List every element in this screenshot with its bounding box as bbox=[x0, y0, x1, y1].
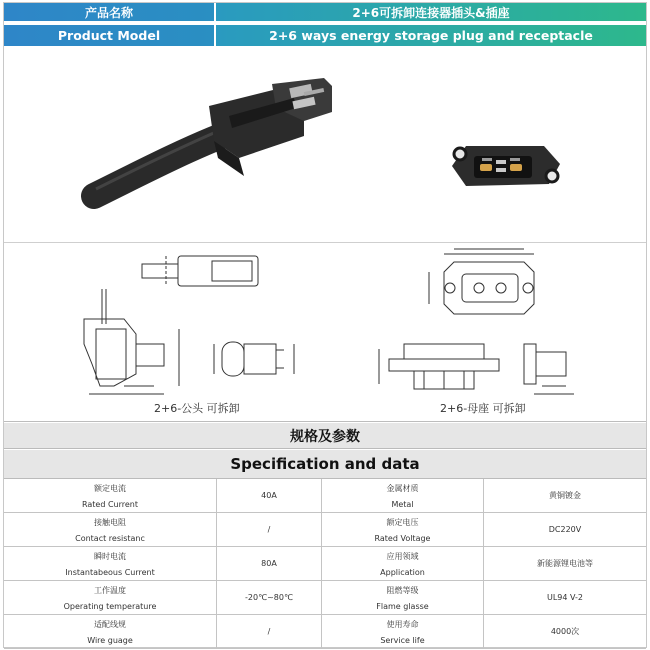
spec-label-cn: 接触电阻 bbox=[94, 518, 126, 527]
params-heading-en: Specification and data bbox=[4, 450, 646, 479]
spec-label-cn: 阻燃等级 bbox=[386, 586, 419, 595]
male-drawing-caption: 2+6-公头 可拆卸 bbox=[154, 402, 240, 415]
spec-label bbox=[4, 615, 217, 648]
spec-label-cn: 工作温度 bbox=[94, 586, 126, 595]
drawings-image bbox=[4, 244, 646, 422]
params-heading-cn: 规格及参数 bbox=[4, 423, 646, 449]
product-name-label: 产品名称 bbox=[4, 3, 214, 21]
spec-label-en: Rated Voltage bbox=[374, 534, 431, 543]
spec-label bbox=[322, 547, 484, 580]
spec-label bbox=[4, 479, 217, 512]
spec-label-en: Instantabeous Current bbox=[65, 568, 155, 577]
spec-label-en: Contact resistanc bbox=[75, 534, 145, 543]
spec-table bbox=[4, 479, 646, 649]
spec-label-en: Operating temperature bbox=[63, 602, 157, 611]
spec-label-en: Service life bbox=[380, 636, 425, 645]
spec-value: 4000次 bbox=[550, 627, 580, 636]
table-row bbox=[4, 547, 646, 581]
spec-label-en: Metal bbox=[391, 500, 414, 509]
spec-label-cn: 金属材质 bbox=[386, 484, 419, 493]
product-sheet bbox=[3, 2, 647, 648]
spec-value: UL94 V-2 bbox=[546, 593, 583, 602]
spec-value: -20℃~80℃ bbox=[217, 581, 322, 614]
product-photo bbox=[4, 46, 646, 243]
product-model-value: 2+6 ways energy storage plug and receptacle bbox=[214, 25, 646, 46]
spec-label-en: Flame glasse bbox=[376, 602, 429, 611]
spec-value: 80A bbox=[217, 547, 322, 580]
table-row bbox=[4, 615, 646, 649]
spec-label bbox=[4, 581, 217, 614]
product-name-row bbox=[4, 3, 646, 23]
table-row bbox=[4, 581, 646, 615]
spec-value: 黄铜镀金 bbox=[549, 491, 581, 500]
spec-value: DC220V bbox=[548, 525, 582, 534]
product-photo-image bbox=[4, 46, 646, 243]
spec-label-cn: 额定电压 bbox=[386, 518, 419, 527]
spec-label-cn: 应用领域 bbox=[386, 552, 419, 561]
receptacle-image bbox=[452, 146, 560, 186]
product-name-value: 2+6可拆卸连接器插头&插座 bbox=[214, 3, 646, 21]
spec-label-en: Wire guage bbox=[87, 636, 133, 645]
product-model-label: Product Model bbox=[4, 25, 214, 46]
spec-label-en: Rated Current bbox=[81, 500, 138, 509]
female-drawing-caption: 2+6-母座 可拆卸 bbox=[440, 402, 526, 415]
technical-drawings bbox=[4, 244, 646, 422]
product-model-row bbox=[4, 25, 646, 46]
spec-label bbox=[4, 547, 217, 580]
spec-label-cn: 额定电流 bbox=[94, 484, 126, 493]
spec-value: 新能源锂电池等 bbox=[537, 559, 593, 568]
spec-label bbox=[322, 513, 484, 546]
spec-label-cn: 使用寿命 bbox=[386, 620, 419, 629]
spec-label-en: Application bbox=[380, 568, 425, 577]
spec-label bbox=[4, 513, 217, 546]
spec-value: / bbox=[217, 513, 322, 546]
spec-label-cn: 瞬时电流 bbox=[94, 552, 126, 561]
spec-value: / bbox=[217, 615, 322, 648]
spec-label-cn: 适配线规 bbox=[94, 620, 126, 629]
spec-label bbox=[322, 581, 484, 614]
spec-label bbox=[322, 615, 484, 648]
table-row bbox=[4, 479, 646, 513]
spec-value: 40A bbox=[217, 479, 322, 512]
spec-label bbox=[322, 479, 484, 512]
plug-image bbox=[209, 78, 332, 176]
table-row bbox=[4, 513, 646, 547]
